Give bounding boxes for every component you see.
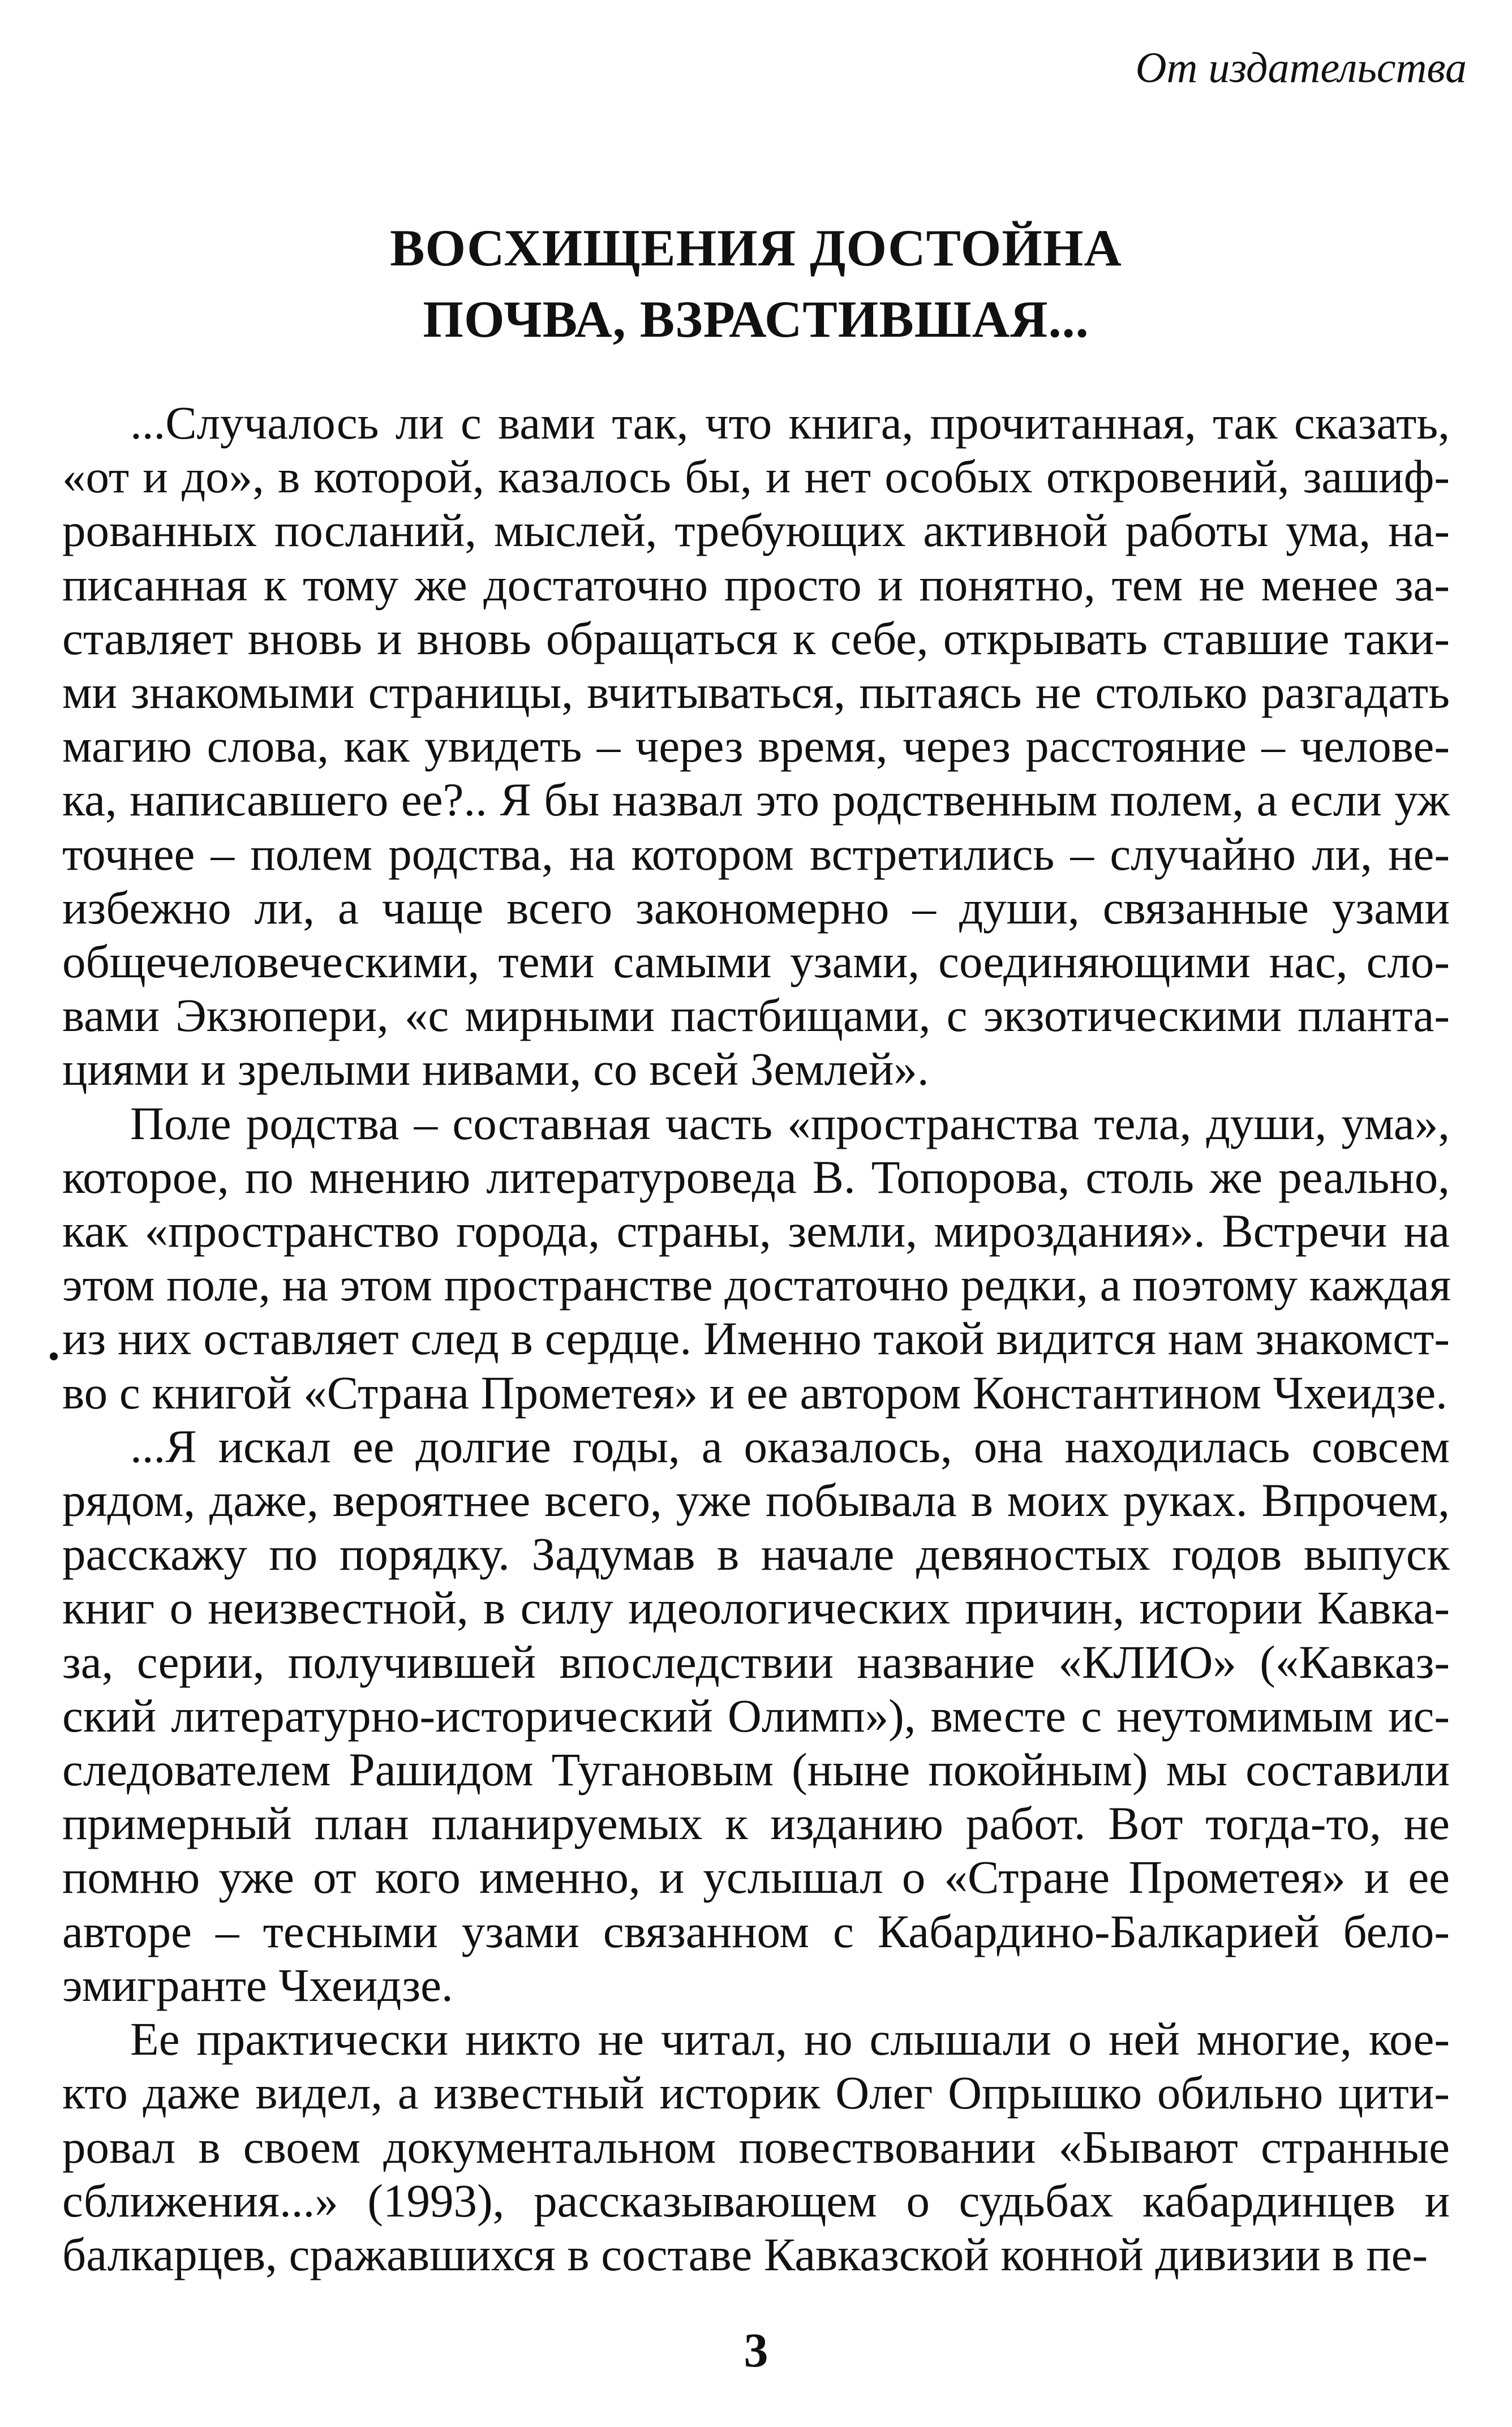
paragraph xyxy=(62,2012,1450,2282)
text-line: вами Экзюпери, «с мирными пастбищами, с экзотическими планта- xyxy=(62,989,1450,1042)
text-line: следователем Рашидом Тугановым (ныне покойным) мы составили xyxy=(62,1743,1450,1796)
text-line: рованных посланий, мыслей, требующих активной работы ума, на- xyxy=(62,504,1450,557)
text-line: магию слова, как увидеть – через время, через расстояние – челове- xyxy=(62,720,1450,772)
text-line: точнее – полем родства, на котором встретились – случайно ли, не- xyxy=(62,827,1450,880)
text-line: примерный план планируемых к изданию работ. Вот тогда-то, не xyxy=(62,1797,1450,1850)
text-line: помню уже от кого именно, и услышал о «Стране Прометея» и ее xyxy=(62,1851,1450,1904)
page-number: 3 xyxy=(744,2323,768,2377)
running-head: От издательства xyxy=(1135,44,1467,92)
paragraph xyxy=(62,396,1450,1097)
text-line: «от и до», в которой, казалось бы, и нет особых откровений, зашиф- xyxy=(62,450,1450,503)
text-line: как «пространство города, страны, земли, мироздания». Встречи на xyxy=(62,1205,1450,1257)
text-line: сближения...» (1993), рассказывающем о судьбах кабардинцев и xyxy=(62,2174,1450,2227)
text-line: эмигранте Чхеидзе. xyxy=(62,1958,453,2011)
title-line-1: ВОСХИЩЕНИЯ ДОСТОЙНА xyxy=(390,219,1122,277)
margin-dot xyxy=(50,1352,58,1360)
text-line: за, серии, получившей впоследствии название «КЛИО» («Кавказ- xyxy=(62,1635,1450,1688)
text-line: ...Случалось ли с вами так, что книга, прочитанная, так сказать, xyxy=(130,397,1450,449)
text-line: балкарцев, сражавшихся в составе Кавказской конной дивизии в пе- xyxy=(62,2228,1428,2280)
text-line: во с книгой «Страна Прометея» и ее автором Константином Чхеидзе. xyxy=(62,1366,1447,1419)
text-line: ставляет вновь и вновь обращаться к себе, открывать ставшие таки- xyxy=(62,612,1450,664)
text-line: ровал в своем документальном повествовании «Бывают странные xyxy=(62,2120,1450,2173)
text-line: книг о неизвестной, в силу идеологических причин, истории Кавка- xyxy=(62,1582,1450,1634)
text-line: кто даже видел, а известный историк Олег Опрышко обильно цити- xyxy=(62,2067,1450,2119)
text-line: этом поле, на этом пространстве достаточно редки, а поэтому каждая xyxy=(62,1258,1451,1311)
body-text xyxy=(62,396,1450,2282)
text-line: избежно ли, а чаще всего закономерно – души, связанные узами xyxy=(62,881,1450,934)
title-line-2: ПОЧВА, ВЗРАСТИВШАЯ... xyxy=(423,290,1089,348)
text-line: рядом, даже, вероятнее всего, уже побывала в моих руках. Впрочем, xyxy=(62,1474,1450,1527)
text-line: авторе – тесными узами связанном с Кабардино-Балкарией бело- xyxy=(62,1905,1450,1957)
text-line: которое, по мнению литературоведа В. Топорова, столь же реально, xyxy=(62,1150,1450,1203)
text-line: циями и зрелыми нивами, со всей Землей». xyxy=(62,1043,929,1096)
paragraph xyxy=(62,1420,1450,2012)
text-line: ми знакомыми страницы, вчитываться, пытаясь не столько разгадать xyxy=(62,666,1450,719)
page-title xyxy=(0,212,1512,355)
text-line: из них оставляет след в сердце. Именно такой видится нам знакомст- xyxy=(62,1312,1450,1365)
text-line: расскажу по порядку. Задумав в начале девяностых годов выпуск xyxy=(62,1528,1450,1580)
text-line: Ее практически никто не читал, но слышали о ней многие, кое- xyxy=(130,2013,1450,2065)
text-line: ский литературно-исторический Олимп»), вместе с неутомимым ис- xyxy=(62,1689,1450,1742)
paragraph xyxy=(62,1097,1450,1420)
text-line: ...Я искал ее долгие годы, а оказалось, она находилась совсем xyxy=(130,1420,1450,1472)
text-line: ка, написавшего ее?.. Я бы назвал это родственным полем, а если уж xyxy=(62,774,1450,826)
text-line: общечеловеческими, теми самыми узами, соединяющими нас, сло- xyxy=(62,935,1450,988)
text-line: писанная к тому же достаточно просто и понятно, тем не менее за- xyxy=(62,558,1450,611)
text-line: Поле родства – составная часть «пространства тела, души, ума», xyxy=(130,1097,1450,1149)
